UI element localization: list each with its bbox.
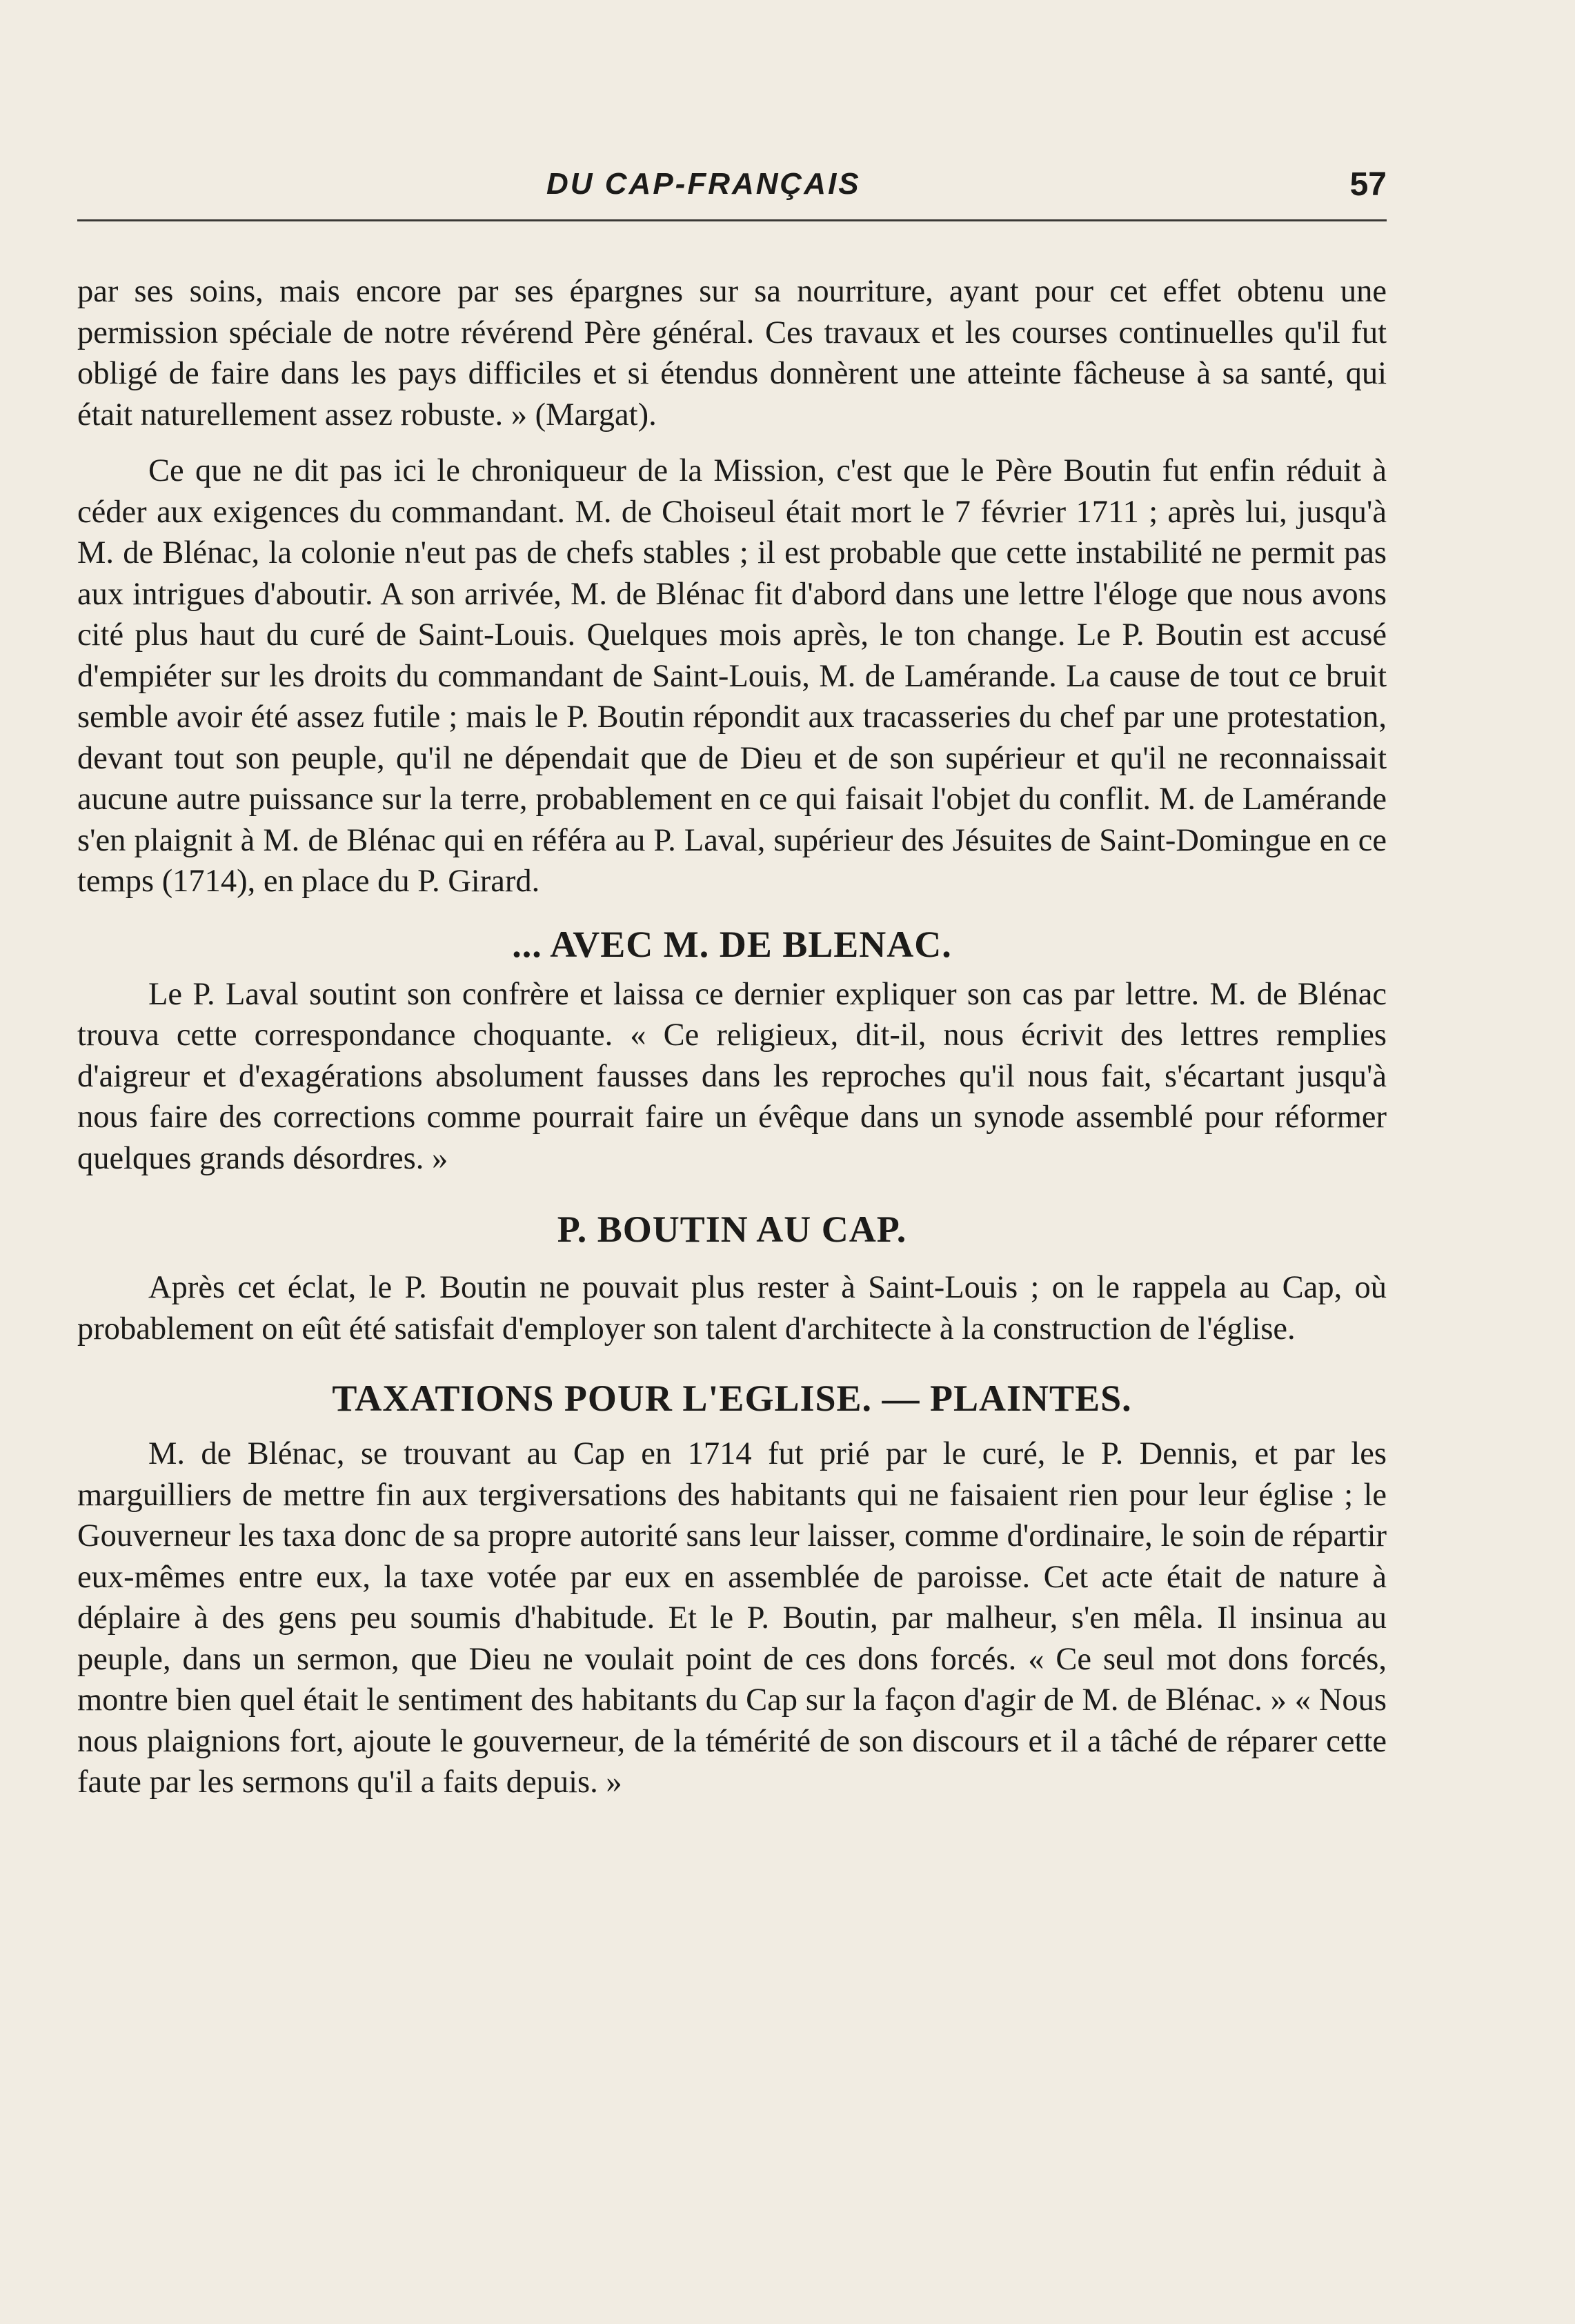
running-title: DU CAP-FRANÇAIS <box>546 167 861 201</box>
section-heading-taxations: TAXATIONS POUR L'EGLISE. — PLAINTES. <box>332 1378 1132 1419</box>
paragraph: Après cet éclat, le P. Boutin ne pouvait plus rester à Saint-Louis ; on le rappela au Cap, où probablement on eût été satisfait d'employer son talent d'architecte à la construction de l'église. <box>77 1270 1387 1347</box>
paragraph: Ce que ne dit pas ici le chroniqueur de la Mission, c'est que le Père Boutin fut enfin réduit à céder aux exigences du commandant. M. de Choiseul était mort le 7 février 1711 ; après lui, jusqu'à M. de Blénac, la colonie n'eut pas de chefs stables ; il est probable que cette instabilité ne permit pas aux intrigues d'aboutir. A son arrivée, M. de Blénac fit d'abord dans une lettre l'éloge que nous avons cité plus haut du curé de Saint-Louis. Quelques mois après, le ton change. Le P. Boutin est accusé d'empiéter sur les droits du commandant de Saint-Louis, M. de Lamérande. La cause de tout ce bruit semble avoir été assez futile ; mais le P. Boutin répondit aux tracasseries du chef par une protestation, devant tout son peuple, qu'il ne dépendait que de Dieu et de son supérieur et qu'il ne reconnaissait aucune autre puissance sur la terre, probablement en ce qui faisait l'objet du conflit. M. de Lamérande s'en plaignit à M. de Blénac qui en référa au P. Laval, supérieur des Jésuites de Saint-Domingue en ce temps (1714), en place du P. Girard. <box>77 453 1387 899</box>
paragraph-continued: par ses soins, mais encore par ses épargnes sur sa nourriture, ayant pour cet effet obtenu une permission spéciale de notre révérend Père général. Ces travaux et les courses continuelles qu'il fut obligé de faire dans les pays difficiles et si étendus donnèrent une atteinte fâcheuse à sa santé, qui était naturellement assez robuste. » (Margat). <box>77 274 1387 433</box>
page-body <box>77 271 1387 1803</box>
page-number: 57 <box>1349 166 1387 203</box>
paragraph: M. de Blénac, se trouvant au Cap en 1714 fut prié par le curé, le P. Dennis, et par les marguilliers de mettre fin aux tergiversations des habitants qui ne faisaient rien pour leur église ; le Gouverneur les taxa donc de sa propre autorité sans leur laisser, comme d'ordinaire, le soin de répartir eux-mêmes entre eux, la taxe votée par eux en assemblée de paroisse. Cet acte était de nature à déplaire à des gens peu soumis d'habitude. Et le P. Boutin, par malheur, s'en mêla. Il insinua au peuple, dans un sermon, que Dieu ne voulait point de ces dons forcés. « Ce seul mot dons forcés, montre bien quel était le sentiment des habitants du Cap sur la façon d'agir de M. de Blénac. » « Nous nous plaignions fort, ajoute le gouverneur, de la témérité de son discours et il a tâché de réparer cette faute par les sermons qu'il a faits depuis. » <box>77 1436 1387 1800</box>
section-heading-avec-blenac: ... AVEC M. DE BLENAC. <box>512 923 952 965</box>
section-heading-boutin-au-cap: P. BOUTIN AU CAP. <box>557 1209 907 1250</box>
paragraph: Le P. Laval soutint son confrère et laissa ce dernier expliquer son cas par lettre. M. de Blénac trouva cette correspondance choquante. « Ce religieux, dit-il, nous écrivit des lettres remplies d'aigreur et d'exagérations absolument fausses dans les reproches qu'il nous fait, s'écartant jusqu'à nous faire des corrections comme pourrait faire un évêque dans un synode assemblé pour réformer quelques grands désordres. » <box>77 976 1387 1176</box>
running-header <box>77 164 1387 221</box>
